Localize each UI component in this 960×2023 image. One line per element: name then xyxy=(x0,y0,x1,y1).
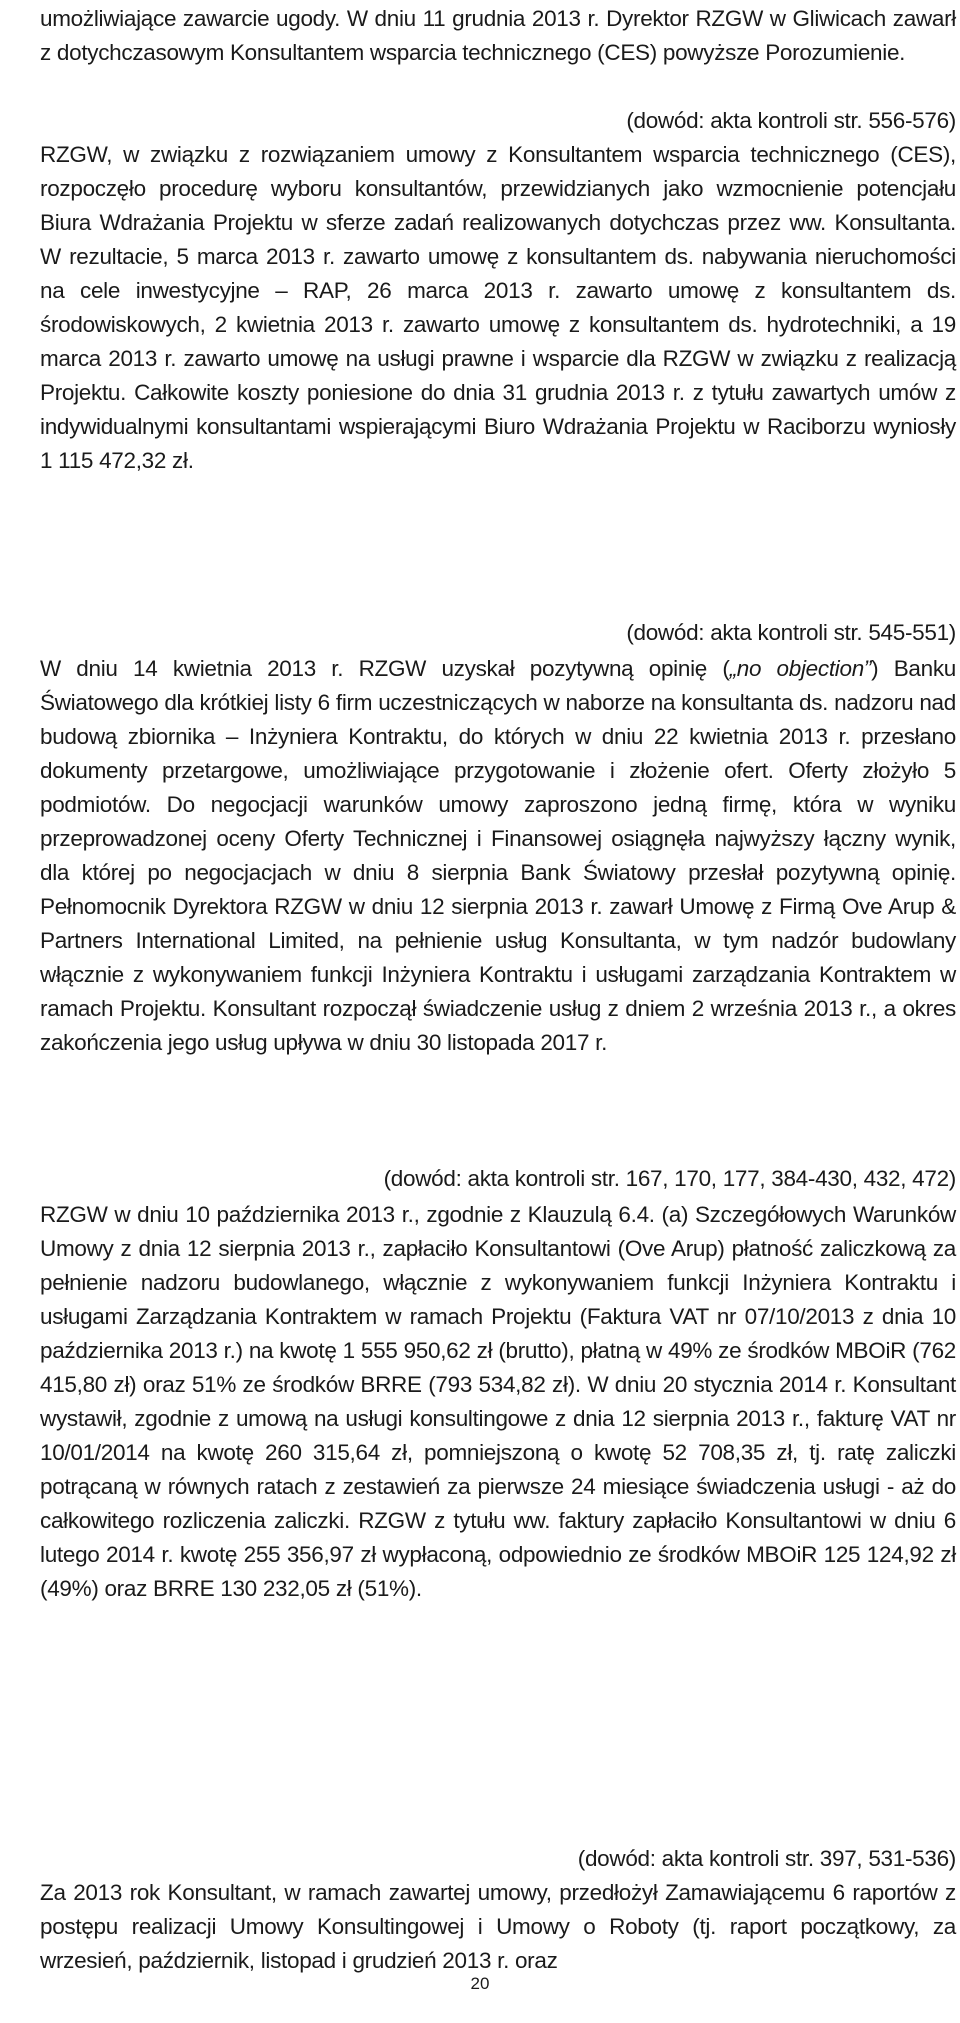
evidence-citation-1: (dowód: akta kontroli str. 556-576) xyxy=(626,108,956,133)
paragraph-raporty: Za 2013 rok Konsultant, w ramach zawartej umowy, przedłożył Zamawiającemu 6 raportów z postępu realizacji Umowy Konsultingowej i Umowy o Roboty (tj. raport początkowy, za wrzesień, październik, listopad i grudzień 2013 r. oraz xyxy=(40,1880,956,1973)
evidence-citation-2: (dowód: akta kontroli str. 545-551) xyxy=(626,620,956,645)
paragraph-platnosc-zaliczkowa: RZGW w dniu 10 października 2013 r., zgodnie z Klauzulą 6.4. (a) Szczegółowych Warunków Umowy z dnia 12 sierpnia 2013 r., zapłaciło Konsultantowi (Ove Arup) płatność zaliczkową za pełnienie nadzoru budowlanego, włącznie z wykonywaniem funkcji Inżyniera Kontraktu i usługami Zarządzania Kontraktem w ramach Projektu (Faktura VAT nr 07/10/2013 z dnia 10 października 2013 r.) na kwotę 1 555 950,62 zł (brutto), płatną w 49% ze środków MBOiR (762 415,80 zł) oraz 51% ze środków BRRE (793 534,82 zł). W dniu 20 stycznia 2014 r. Konsultant wystawił, zgodnie z umową na usługi konsultingowe z dnia 12 sierpnia 2013 r., fakturę VAT nr 10/01/2014 na kwotę 260 315,64 zł, pomniejszoną o kwotę 52 708,35 zł, tj. ratę zaliczki potrącaną w równych ratach z zestawień za pierwsze 24 miesiące świadczenia usługi - aż do całkowitego rozliczenia zaliczki. RZGW z tytułu ww. faktury zapłaciło Konsultantowi w dniu 6 lutego 2014 r. kwotę 255 356,97 zł wypłaconą, odpowiednio ze środków MBOiR 125 124,92 zł (49%) oraz BRRE 130 232,05 zł (51%). xyxy=(40,1202,956,1601)
evidence-citation-4: (dowód: akta kontroli str. 397, 531-536) xyxy=(577,1846,956,1871)
evidence-citation-3: (dowód: akta kontroli str. 167, 170, 177, 384-430, 432, 472) xyxy=(383,1166,956,1191)
paragraph-inzynier-kontraktu-start: W dniu 14 kwietnia 2013 r. RZGW uzyskał pozytywną opinię ( xyxy=(40,656,730,681)
paragraph-inzynier-kontraktu xyxy=(40,652,956,1060)
no-objection-italic: „no objection” xyxy=(729,656,872,681)
paragraph-inzynier-kontraktu-rest: ) Banku Światowego dla krótkiej listy 6 firm uczestniczących w naborze na konsultanta ds. nadzoru nad budową zbiornika – Inżyniera Kontraktu, do których w dniu 22 kwietnia 2013 r. przesłano dokumenty przetargowe, umożliwiające przygotowanie i złożenie ofert. Oferty złożyło 5 podmiotów. Do negocjacji warunków umowy zaproszono jedną firmę, która w wyniku przeprowadzonej oceny Oferty Technicznej i Finansowej osiągnęła najwyższy łączny wynik, dla której po negocjacjach w dniu 8 sierpnia Bank Światowy przesłał pozytywną opinię. Pełnomocnik Dyrektora RZGW w dniu 12 sierpnia 2013 r. zawarł Umowę z Firmą Ove Arup & Partners International Limited, na pełnienie usług Konsultanta, w tym nadzór budowlany włącznie z wykonywaniem funkcji Inżyniera Kontraktu i usługami zarządzania Kontraktem w ramach Projektu. Konsultant rozpoczął świadczenie usług z dniem 2 września 2013 r., a okres zakończenia jego usług upływa w dniu 30 listopada 2017 r. xyxy=(40,656,956,1055)
page-number: 20 xyxy=(470,1974,490,1993)
paragraph-ugoda: umożliwiające zawarcie ugody. W dniu 11 grudnia 2013 r. Dyrektor RZGW w Gliwicach zawarł z dotychczasowym Konsultantem wsparcia technicznego (CES) powyższe Porozumienie. xyxy=(40,6,956,65)
paragraph-konsultanci: RZGW, w związku z rozwiązaniem umowy z Konsultantem wsparcia technicznego (CES), rozpoczęło procedurę wyboru konsultantów, przewidzianych jako wzmocnienie potencjału Biura Wdrażania Projektu w sferze zadań realizowanych dotychczas przez ww. Konsultanta. W rezultacie, 5 marca 2013 r. zawarto umowę z konsultantem ds. nabywania nieruchomości na cele inwestycyjne – RAP, 26 marca 2013 r. zawarto umowę z konsultantem ds. środowiskowych, 2 kwietnia 2013 r. zawarto umowę z konsultantem ds. hydrotechniki, a 19 marca 2013 r. zawarto umowę na usługi prawne i wsparcie dla RZGW w związku z realizacją Projektu. Całkowite koszty poniesione do dnia 31 grudnia 2013 r. z tytułu zawartych umów z indywidualnymi konsultantami wspierającymi Biuro Wdrażania Projektu w Raciborzu wyniosły 1 115 472,32 zł. xyxy=(40,142,956,473)
